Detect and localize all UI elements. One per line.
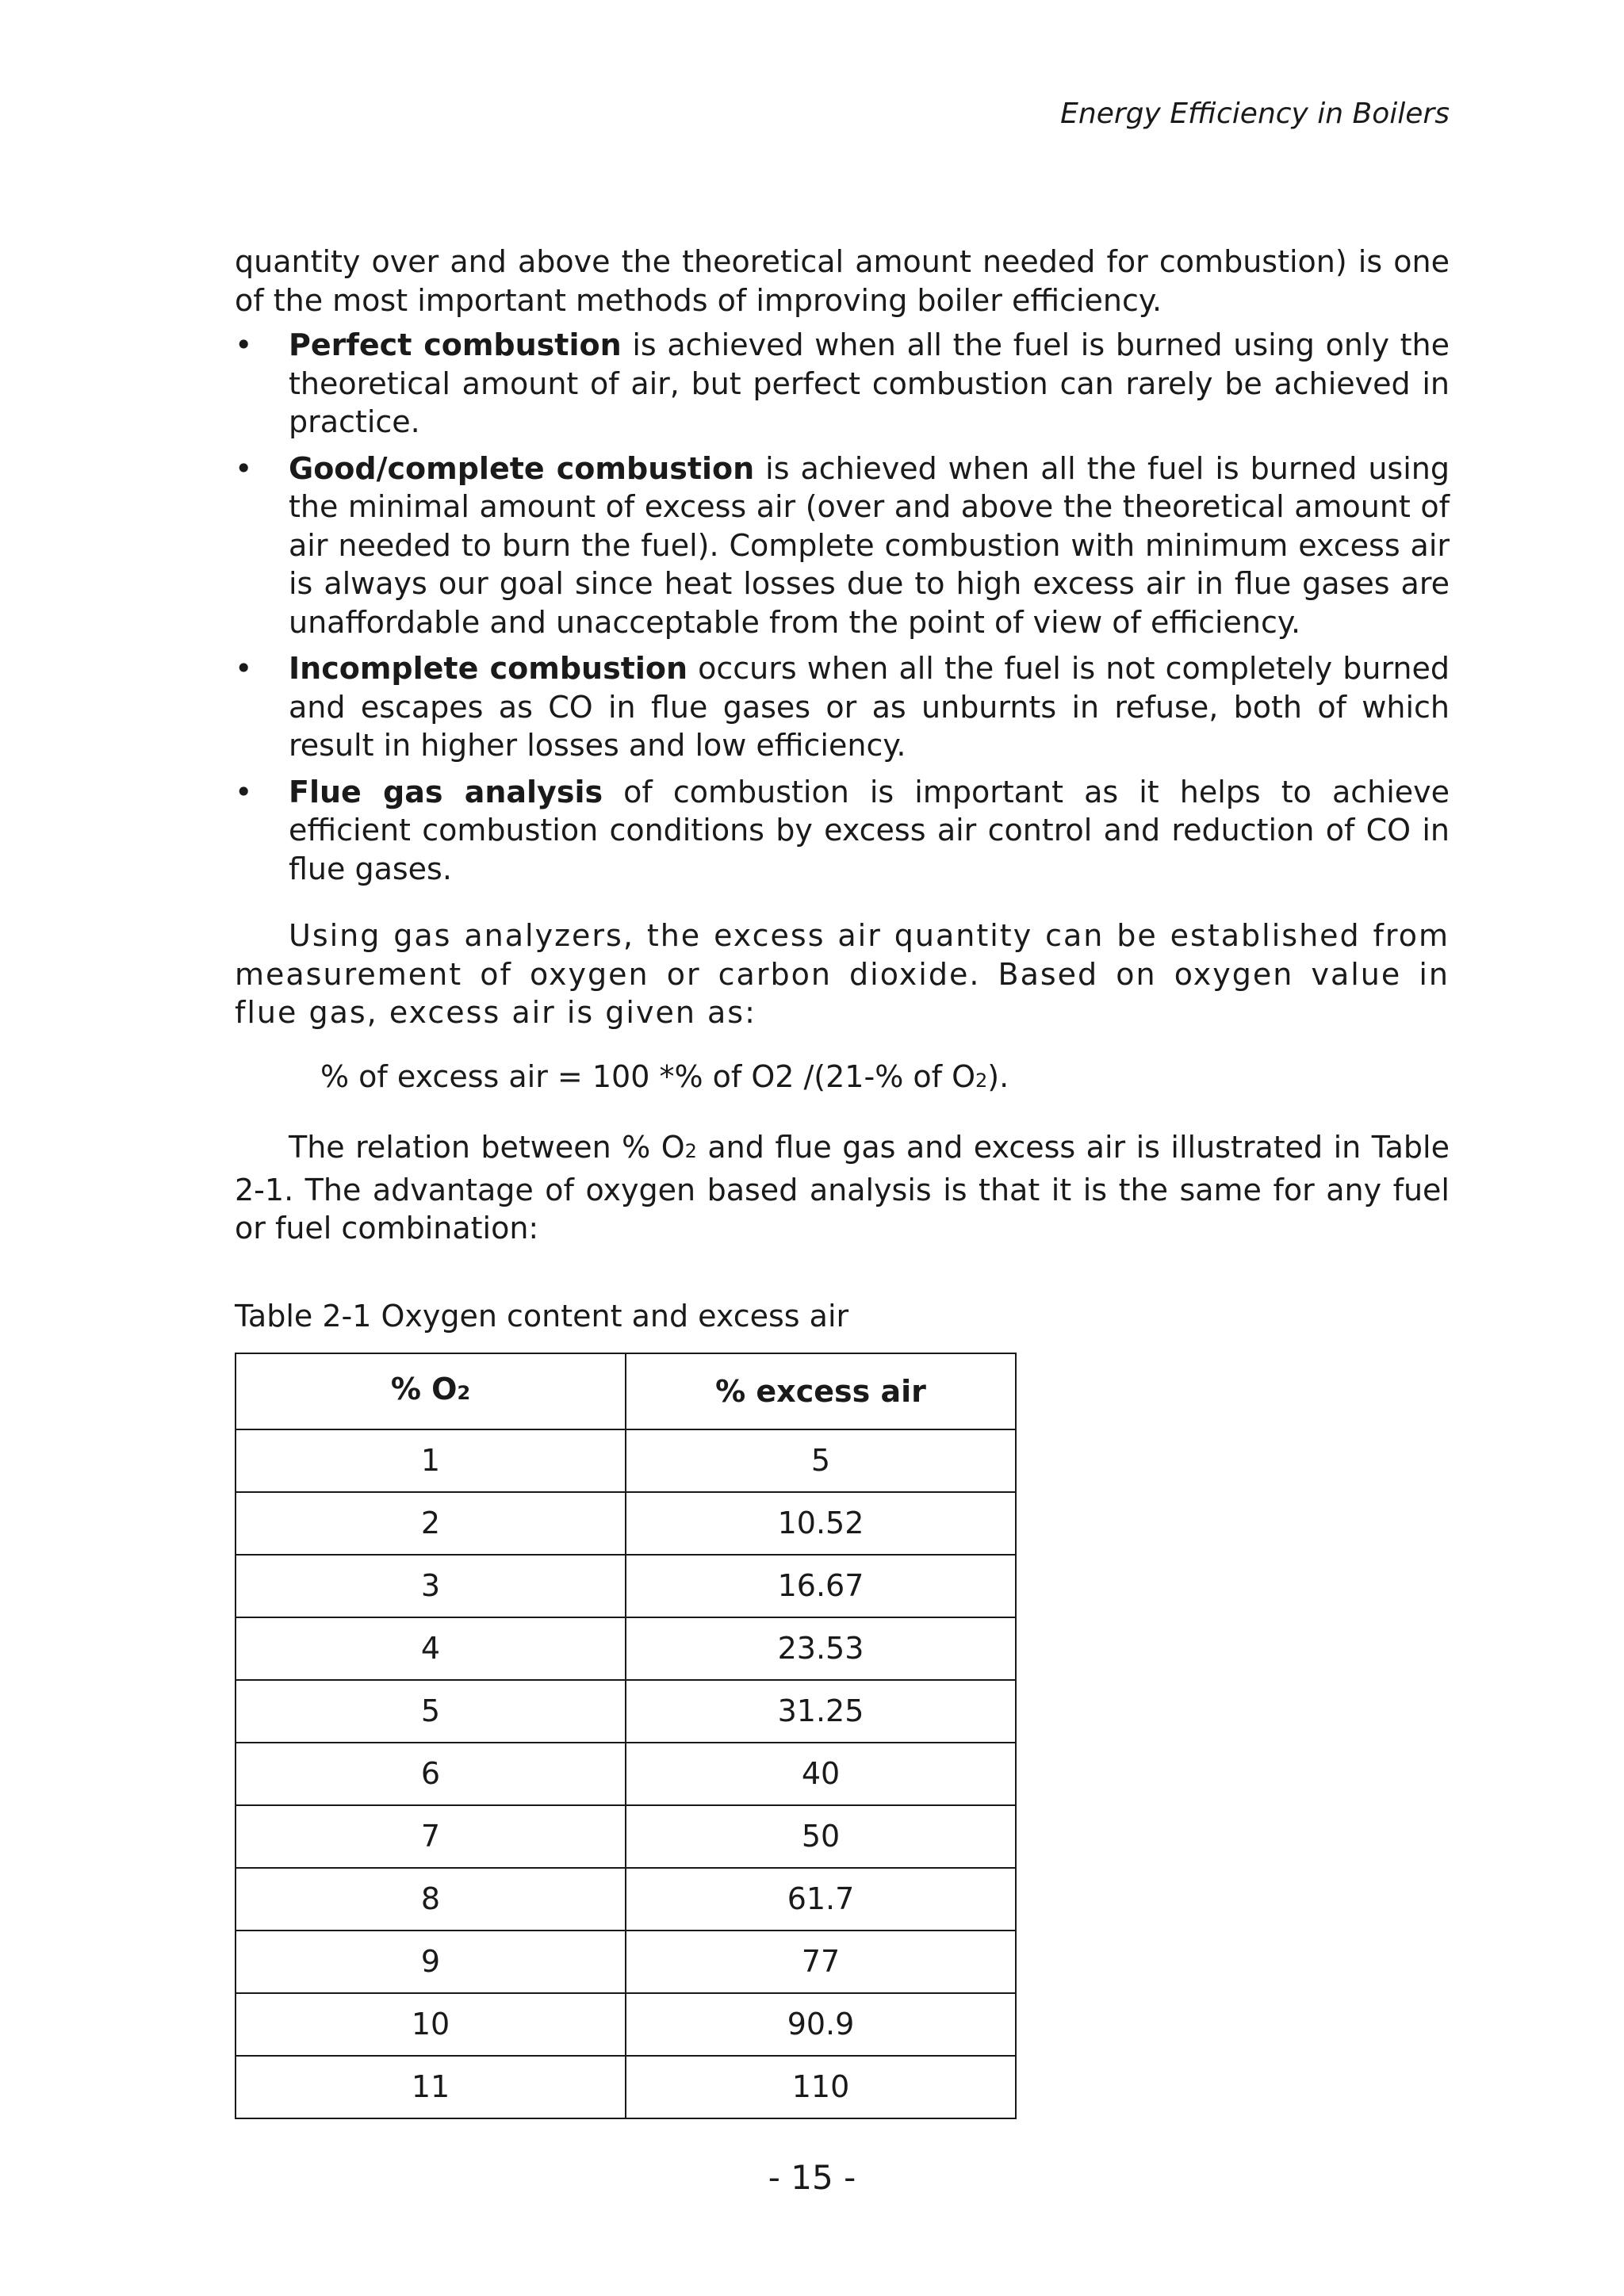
relation-pre: The relation between % O bbox=[289, 1130, 685, 1165]
cell-excess-air: 90.9 bbox=[626, 1993, 1016, 2056]
cell-o2: 7 bbox=[236, 1805, 626, 1868]
excess-air-formula bbox=[235, 1058, 1450, 1100]
bullet-term: Good/complete combustion bbox=[289, 450, 755, 486]
table-caption: Table 2-1 Oxygen content and excess air bbox=[235, 1298, 849, 1334]
cell-excess-air: 110 bbox=[626, 2056, 1016, 2118]
table-row bbox=[236, 1868, 1016, 1931]
table-row bbox=[236, 1993, 1016, 2056]
table-row bbox=[236, 1555, 1016, 1617]
table-row bbox=[236, 1492, 1016, 1555]
cell-o2: 6 bbox=[236, 1743, 626, 1805]
table-row bbox=[236, 1429, 1016, 1492]
combustion-bullet-list bbox=[235, 326, 1450, 888]
header-o2-label: % O bbox=[390, 1372, 458, 1407]
table-row bbox=[236, 1680, 1016, 1743]
bullet-perfect-combustion bbox=[235, 326, 1450, 442]
body-text bbox=[235, 243, 1450, 2119]
bullet-term: Perfect combustion bbox=[289, 327, 622, 362]
page-number: - 15 - bbox=[768, 2158, 856, 2197]
cell-excess-air: 16.67 bbox=[626, 1555, 1016, 1617]
table-header-row bbox=[236, 1353, 1016, 1429]
cell-o2: 10 bbox=[236, 1993, 626, 2056]
cell-o2: 9 bbox=[236, 1931, 626, 1993]
cell-excess-air: 40 bbox=[626, 1743, 1016, 1805]
header-o2 bbox=[236, 1353, 626, 1429]
cell-o2: 4 bbox=[236, 1617, 626, 1680]
cell-excess-air: 10.52 bbox=[626, 1492, 1016, 1555]
cell-o2: 11 bbox=[236, 2056, 626, 2118]
bullet-icon: • bbox=[235, 327, 253, 362]
table-row bbox=[236, 1743, 1016, 1805]
cell-excess-air: 50 bbox=[626, 1805, 1016, 1868]
cell-o2: 3 bbox=[236, 1555, 626, 1617]
table-row bbox=[236, 1617, 1016, 1680]
header-o2-subscript: 2 bbox=[457, 1382, 471, 1405]
bullet-icon: • bbox=[235, 774, 253, 809]
cell-excess-air: 77 bbox=[626, 1931, 1016, 1993]
cell-excess-air: 23.53 bbox=[626, 1617, 1016, 1680]
cell-o2: 8 bbox=[236, 1868, 626, 1931]
bullet-text: of combustion is important as it helps to achieve efficient combustion conditions by excess air control and reduction of CO in flue gases. bbox=[289, 774, 1450, 886]
bullet-text: is achieved when all the fuel is burned using the minimal amount of excess air (over and above the theoretical amount of air needed to burn the fuel). Complete combustion with minimum excess air is always our goal since heat losses due to high excess air in flue gases are unaffordable and unacceptable from the point of view of efficiency. bbox=[289, 450, 1450, 640]
cell-o2: 1 bbox=[236, 1429, 626, 1492]
relation-subscript: 2 bbox=[684, 1140, 697, 1162]
bullet-term: Incomplete combustion bbox=[289, 651, 688, 686]
cell-o2: 5 bbox=[236, 1680, 626, 1743]
bullet-text: occurs when all the fuel is not completely burned and escapes as CO in flue gases or as unburnts in refuse, both of which result in higher losses and low efficiency. bbox=[289, 651, 1450, 763]
bullet-icon: • bbox=[235, 450, 253, 486]
formula-main: % of excess air = 100 *% of O2 /(21-% of O bbox=[320, 1058, 975, 1094]
cell-excess-air: 31.25 bbox=[626, 1680, 1016, 1743]
table-row bbox=[236, 2056, 1016, 2118]
formula-subscript: 2 bbox=[975, 1069, 988, 1092]
bullet-text: is achieved when all the fuel is burned using only the theoretical amount of air, but perfect combustion can rarely be achieved in practice. bbox=[289, 327, 1450, 439]
bullet-term: Flue gas analysis bbox=[289, 774, 603, 809]
relation-paragraph bbox=[235, 1128, 1450, 1248]
bullet-flue-gas-analysis bbox=[235, 773, 1450, 889]
cell-excess-air: 61.7 bbox=[626, 1868, 1016, 1931]
gas-analyzers-paragraph: Using gas analyzers, the excess air quantity can be established from measurement of oxygen or carbon dioxide. Based on oxygen value in flue gas, excess air is given as: bbox=[235, 918, 1450, 1030]
formula-end: ). bbox=[987, 1058, 1009, 1094]
header-excess-air: % excess air bbox=[626, 1353, 1016, 1429]
bullet-good-combustion bbox=[235, 450, 1450, 642]
bullet-icon: • bbox=[235, 651, 253, 686]
table-row bbox=[236, 1931, 1016, 1993]
table-row bbox=[236, 1805, 1016, 1868]
running-header: Energy Efficiency in Boilers bbox=[1060, 98, 1450, 130]
oxygen-excess-air-table bbox=[235, 1353, 1017, 2119]
cell-excess-air: 5 bbox=[626, 1429, 1016, 1492]
relation-post: and flue gas and excess air is illustrated in Table 2-1. The advantage of oxygen based analysis is that it is the same for any fuel or fuel combination: bbox=[235, 1130, 1450, 1246]
intro-paragraph: quantity over and above the theoretical amount needed for combustion) is one of the most important methods of improving boiler efficiency. bbox=[235, 244, 1450, 318]
bullet-incomplete-combustion bbox=[235, 649, 1450, 765]
cell-o2: 2 bbox=[236, 1492, 626, 1555]
